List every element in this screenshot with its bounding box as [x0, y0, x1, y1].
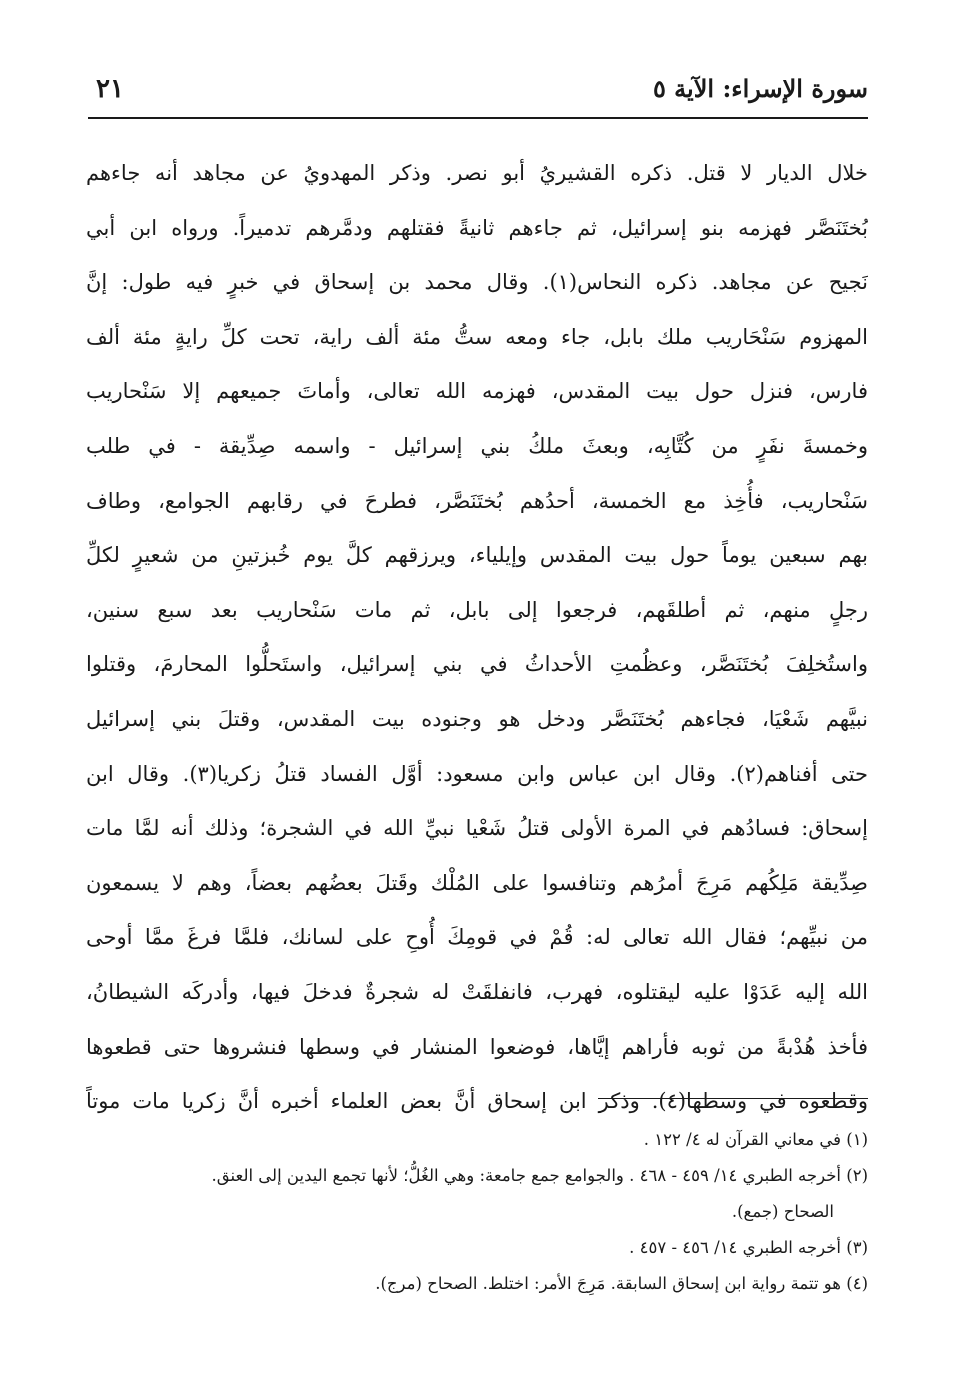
surah-title: سورة الإسراء: الآية ٥ [652, 74, 868, 103]
header-divider [88, 117, 868, 119]
text-line: نبيَّهم شَعْيَا، فجاءهم بُختَنَصَّر ودخل هو وجنوده بيت المقدس، وقتلَ بني إسرائيل [86, 706, 868, 731]
footnote-divider [598, 1098, 868, 1099]
text-line: رجلٍ منهم، ثم أطلقَهم، فرجعوا إلى بابل، ثم مات سَنْحاريب بعد سبع سنين، [86, 597, 868, 622]
text-line: فأخذ هُدْبةً من ثوبه فأراهم إيَّاها، فوضعوا المنشار في وسطها فنشروها حتى قطعوها [86, 1034, 868, 1059]
text-line: فارس، فنزل حول بيت المقدس، فهزمه الله تعالى، وأماتَ جميعهم إلا سَنْحاريب [86, 379, 868, 404]
text-line: من نبيِّهم؛ فقال الله تعالى له: قُمْ في قومِكَ أُوحِ على لسانك، فلمَّا فرغَ ممَّا أوحى [86, 925, 868, 950]
text-line: خلال الديار لا قتل. ذكره القشيريُ أبو نصر. وذكر المهدويُ عن مجاهد أنه جاءهم [86, 161, 868, 185]
footnote: (٢) أخرجه الطبري ١٤/ ٤٥٩ - ٤٦٨ . والجوامع جمع جامعة: وهي الغُلُّ؛ لأنها تجمع اليدين إلى العنق. [211, 1166, 868, 1185]
footnote: (٤) هو تتمة رواية ابن إسحاق السابقة. مَرِجَ الأمر: اختلط. الصحاح (مرج). [375, 1274, 868, 1293]
text-line: الله إليه عَدَوْا عليه ليقتلوه، فهرب، فانفلقَتْ له شجرةٌ فدخلَ فيها، وأدركَه الشيطانُ، [86, 979, 868, 1004]
text-line: بُختَنَصَّر فهزمه بنو إسرائيل، ثم جاءهم ثانيةً فقتلهم ودمَّرهم تدميراً. ورواه ابن أبي [86, 215, 868, 240]
page-number: ٢١ [96, 74, 124, 104]
text-line: سَنْحاريب، فأُخِذ مع الخمسة، أحدُهم بُختَنَصَّر، فطرحَ في رقابهم الجوامع، وطاف [86, 488, 868, 513]
running-header [88, 68, 868, 116]
footnote: (٣) أخرجه الطبري ١٤/ ٤٥٦ - ٤٥٧ . [629, 1238, 868, 1257]
text-line: المهزوم سَنْحَاريب ملك بابل، جاء ومعه ستُّ مئة ألف راية، تحت كلِّ رايةٍ مئة ألف [86, 324, 868, 349]
text-line: بهم سبعين يوماً حول بيت المقدس وإيلياء، ويرزقهم كلَّ يوم خُبزتينِ من شعيرٍ لكلِّ [86, 543, 868, 568]
text-line: وقطعوه في وسطها(٤). وذكر ابن إسحاق أنَّ بعض العلماء أخبره أنَّ زكريا مات موتاً [86, 1089, 868, 1114]
text-line: صِدِّيقة مَلِكُهم مَرِجَ أمرُهم وتنافسوا على المُلْك وقَتلَ بعضُهم بعضاً، وهم لا يسمعون [86, 870, 868, 895]
text-line: إسحاق: فسادُهم في المرة الأولى قتلُ شَعْيا نبيِّ الله في الشجرة؛ وذلك أنه لمَّا مات [86, 816, 868, 841]
text-line: حتى أفناهم(٢). وقال ابن عباس وابن مسعود: أوَّل الفساد قتلُ زكريا(٣). وقال ابن [86, 761, 868, 786]
text-line: وخمسةَ نفَرٍ من كُتَّابِه، وبعثَ ملكُ بني إسرائيل - واسمه صِدِّيقة - في طلب [86, 433, 868, 458]
main-text [86, 146, 868, 1129]
footnotes [86, 1122, 868, 1302]
footnote: (١) في معاني القرآن له ٤/ ١٢٢ . [643, 1130, 868, 1149]
text-line: نَجيح عن مجاهد. ذكره النحاس(١). وقال محمد بن إسحاق في خبرٍ فيه طول: إنَّ [86, 270, 868, 295]
text-line: واستُخلِفَ بُختَنَصَّر، وعظُمتِ الأحداثُ في بني إسرائيل، واستَحلُّوا المحارمَ، وقتلوا [86, 652, 868, 677]
footnote-continuation: الصحاح (جمع). [731, 1202, 834, 1221]
